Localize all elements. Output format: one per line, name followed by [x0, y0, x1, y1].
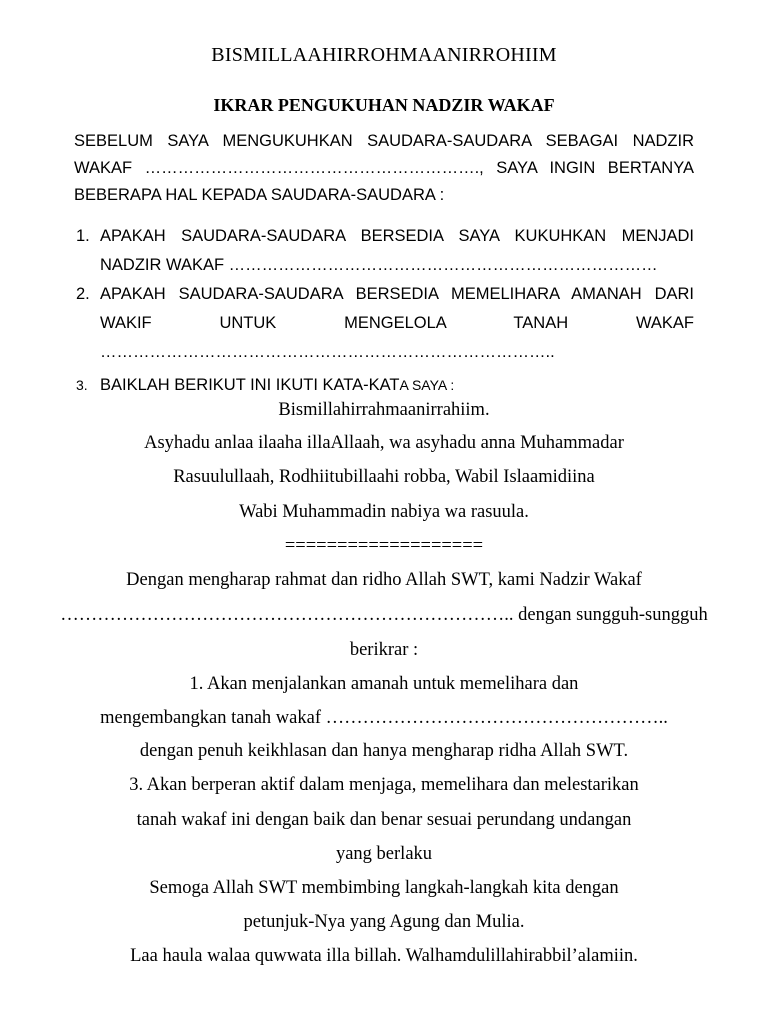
basmalah-heading: BISMILLAAHIRROHMAANIRROHIIM — [211, 44, 557, 66]
intro-line: SEBELUM SAYA MENGUKUHKAN SAUDARA-SAUDARA SEBAGAI NADZIR — [74, 132, 694, 150]
oath-line: dengan penuh keikhlasan dan hanya mengharap ridha Allah SWT. — [139, 741, 629, 761]
question-line: WAKIF UNTUK MENGELOLA TANAH WAKAF — [100, 314, 694, 332]
oath-line: Laa haula walaa quwwata illa billah. Walhamdulillahirabbil’alamiin. — [130, 946, 638, 966]
oath-line: Dengan mengharap rahmat dan ridho Allah SWT, kami Nadzir Wakaf — [126, 570, 642, 590]
oath-line: Semoga Allah SWT membimbing langkah-langkah kita dengan — [149, 878, 619, 898]
oath-separator: =================== — [284, 536, 484, 556]
question-item — [74, 280, 694, 367]
document-title: IKRAR PENGUKUHAN NADZIR WAKAF — [213, 95, 555, 115]
question-line — [100, 371, 694, 400]
oath-line: Rasuulullaah, Rodhiitubillaahi robba, Wabil Islaamidiina — [173, 467, 595, 487]
question-text: BAIKLAH BERIKUT INI IKUTI KATA-KAT — [100, 376, 400, 394]
oath-line: yang berlaku — [335, 844, 433, 864]
question-number: 1. — [76, 227, 90, 245]
question-line: ……………………………………………………………………….. — [100, 343, 555, 361]
question-line: NADZIR WAKAF …………………………………………………………………… — [100, 256, 658, 274]
oath-line: mengembangkan tanah wakaf ……………………………………………….. — [100, 708, 668, 728]
intro-paragraph — [74, 128, 694, 209]
question-line: APAKAH SAUDARA-SAUDARA BERSEDIA MEMELIHARA AMANAH DARI — [100, 285, 694, 303]
oath-line: petunjuk-Nya yang Agung dan Mulia. — [243, 912, 525, 932]
question-item — [74, 222, 694, 280]
oath-line: tanah wakaf ini dengan baik dan benar sesuai perundang undangan — [136, 810, 632, 830]
question-line: APAKAH SAUDARA-SAUDARA BERSEDIA SAYA KUKUHKAN MENJADI — [100, 227, 694, 245]
oath-line: Asyhadu anlaa ilaaha illaAllaah, wa asyhadu anna Muhammadar — [144, 433, 624, 453]
question-number: 3. — [76, 377, 88, 393]
oath-line: berikrar : — [349, 640, 419, 660]
question-item — [74, 371, 694, 400]
question-list — [74, 222, 694, 400]
intro-line: BEBERAPA HAL KEPADA SAUDARA-SAUDARA : — [74, 186, 445, 204]
oath-line: Wabi Muhammadin nabiya wa rasuula. — [239, 502, 529, 522]
intro-line: WAKAF ……………………………………………………., SAYA INGIN BERTANYA — [74, 159, 694, 177]
question-text-tail: A SAYA : — [399, 377, 455, 393]
oath-line: 3. Akan berperan aktif dalam menjaga, memelihara dan melestarikan — [129, 775, 639, 795]
oath-line: ……………………………………………………………….. dengan sungguh-sungguh — [60, 605, 708, 625]
oath-line: 1. Akan menjalankan amanah untuk memelihara dan — [189, 674, 579, 694]
oath-line: Bismillahirrahmaanirrahiim. — [278, 400, 490, 420]
question-number: 2. — [76, 285, 90, 303]
